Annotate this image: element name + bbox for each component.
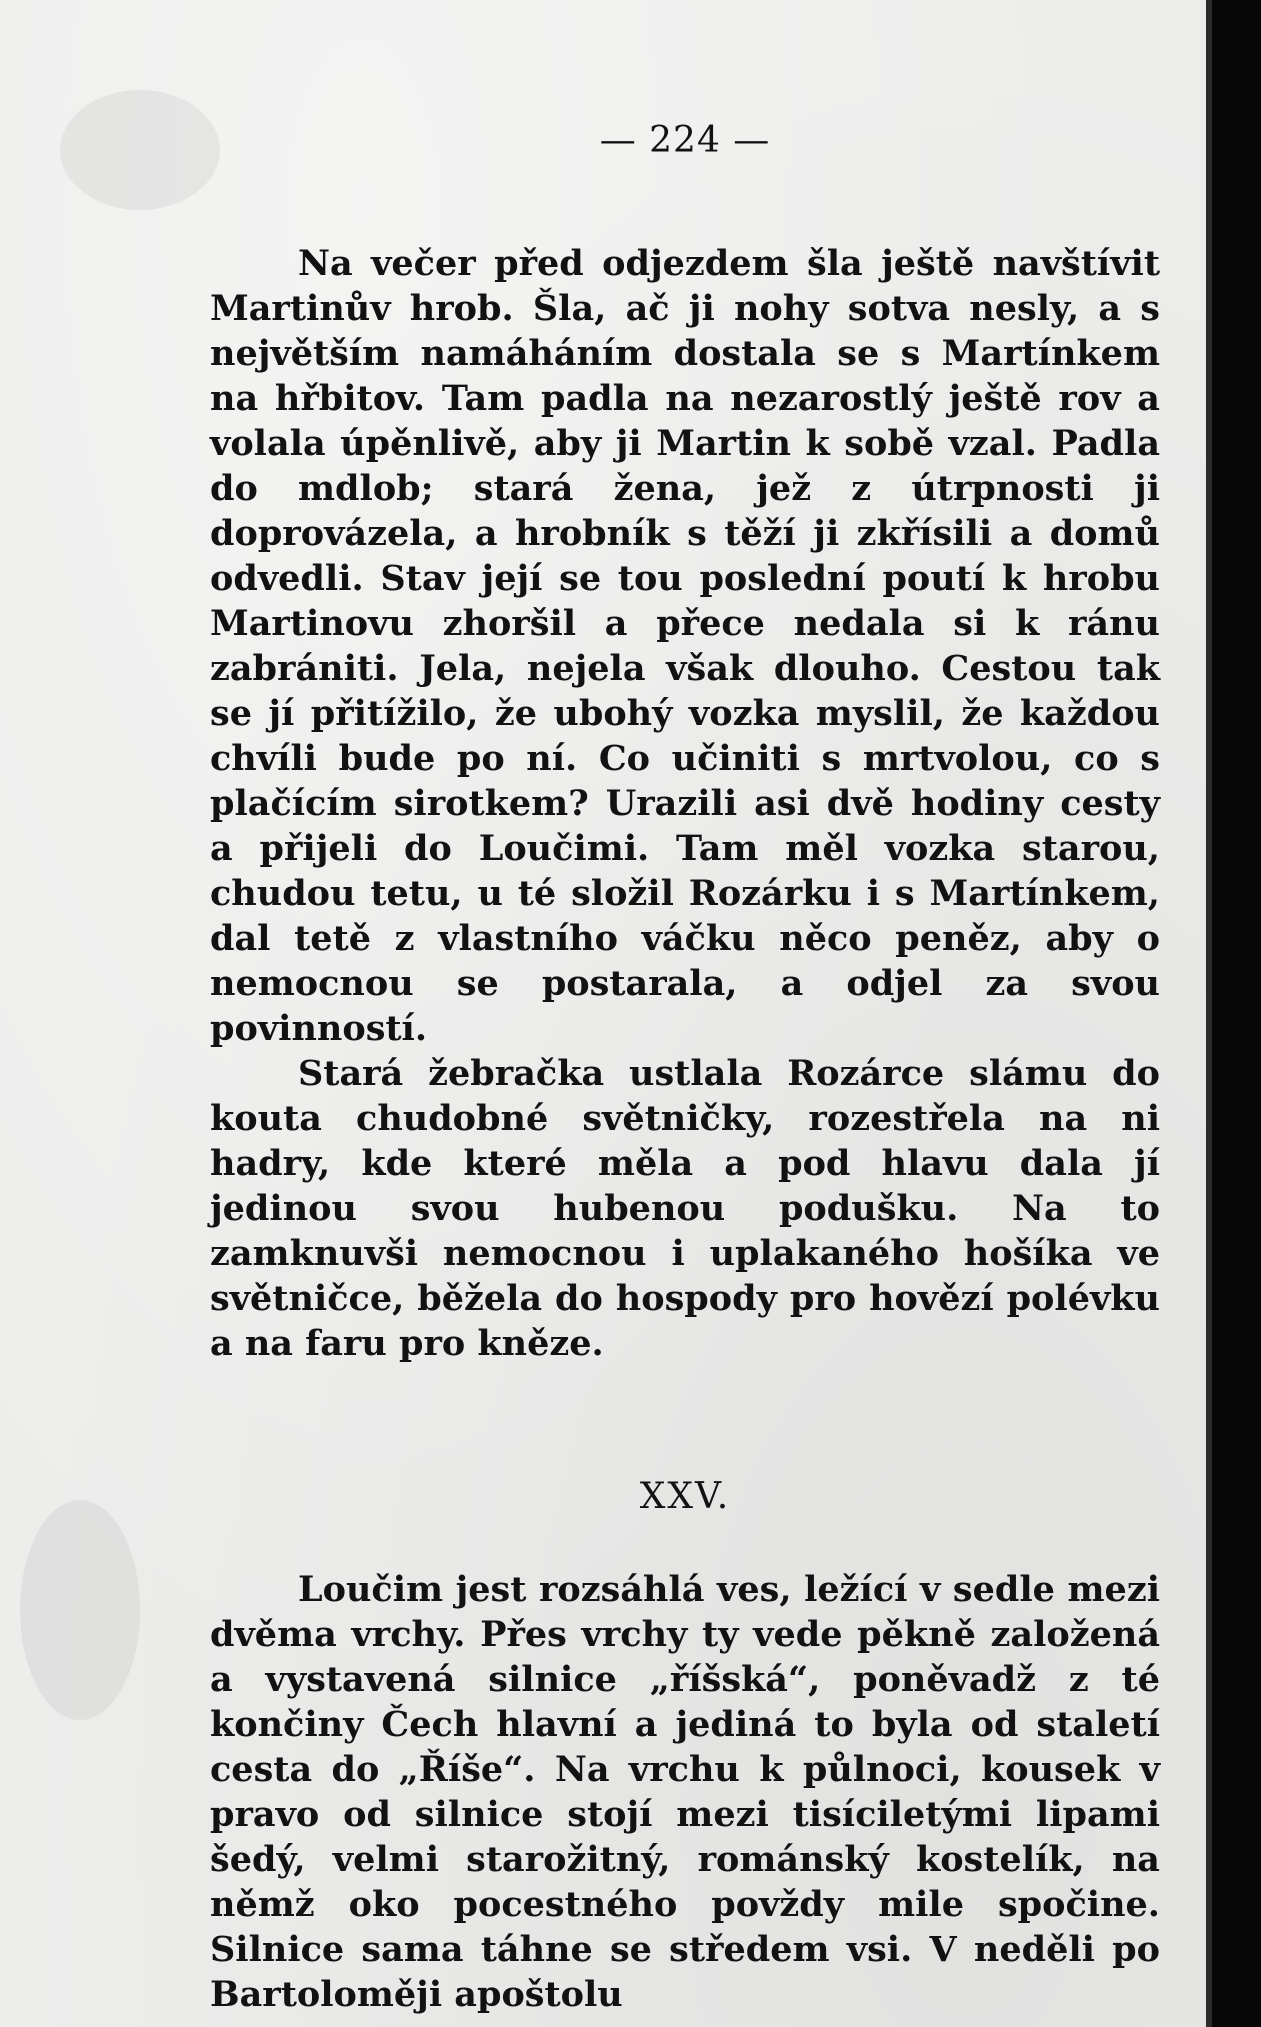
paragraph: Stará žebračka ustlala Rozárce slámu do kouta chudobné světničky, rozestřela na ni hadry, kde které měla a pod hlavu dala jí jedinou svou hubenou podušku. Na to zamknuvši nemocnou i uplakaného hošíka ve světničce, běžela do hospody pro hovězí polévku a na faru pro kněze. (210, 1053, 1160, 1364)
page-number: — 224 — (599, 120, 771, 161)
paragraph: Na večer před odjezdem šla ještě navštívit Martinův hrob. Šla, ač ji nohy sotva nesly, a s největším namáháním dostala se s Martínkem na hřbitov. Tam padla na nezarostlý ještě rov a volala úpěnlivě, aby ji Martin k sobě vzal. Padla do mdlob; stará žena, jež z útrpnosti ji doprovázela, a hrobník s těží ji zkřísili a domů odvedli. Stav její se tou poslední poutí k hrobu Martinovu zhoršil a přece nedala si k ránu zabrániti. Jela, nejela však dlouho. Cestou tak se jí přitížilo, že ubohý vozka myslil, že každou chvíli bude po ní. Co učiniti s mrtvolou, co s plačícím sirotkem? Urazili asi dvě hodiny cesty a přijeli do Loučimi. Tam měl vozka starou, chudou tetu, u té složil Rozárku i s Martínkem, dal tetě z vlastního váčku něco peněz, aby o nemocnou se postarala, a odjel za svou povinností. (210, 243, 1160, 1049)
paper-stain (20, 1500, 140, 1720)
chapter-heading: XXV. (639, 1476, 731, 1517)
paper-stain (60, 90, 220, 210)
paragraph: Loučim jest rozsáhlá ves, ležící v sedle mezi dvěma vrchy. Přes vrchy ty vede pěkně založená a vystavená silnice „říšská“, poněvadž z té končiny Čech hlavní a jediná to byla od staletí cesta do „Říše“. Na vrchu k půlnoci, kousek v pravo od silnice stojí mezi tisíciletými lipami šedý, velmi starožitný, románský kostelík, na němž oko pocestného povždy mile spočine. Silnice sama táhne se středem vsi. V neděli po Bartoloměji apoštolu (210, 1569, 1160, 2015)
scan-background (1212, 0, 1261, 2027)
text-block (210, 118, 1160, 2017)
